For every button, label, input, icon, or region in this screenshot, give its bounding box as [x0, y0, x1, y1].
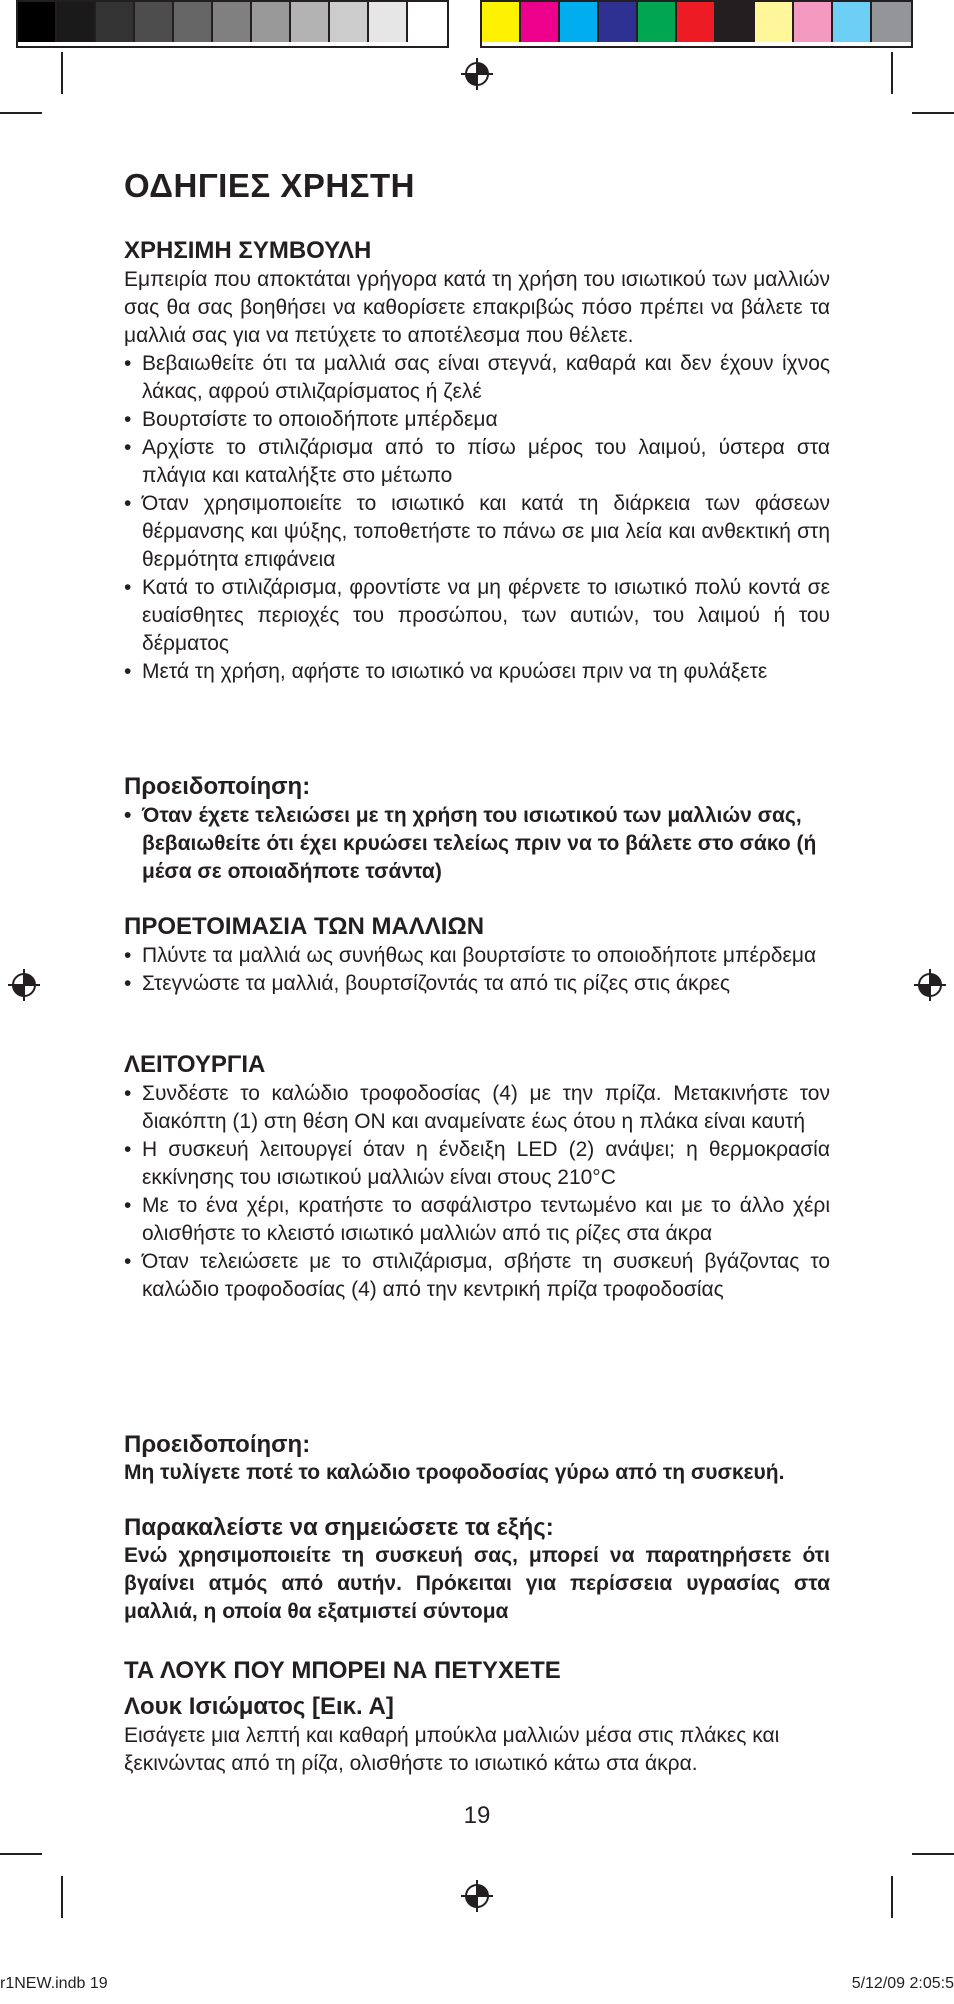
- color-swatch: [369, 2, 408, 42]
- list-item: • Με το ένα χέρι, κρατήστε το ασφάλιστρο τεντωμένο και με το άλλο χέρι ολισθήστε το κλειστό ισιωτικό μαλλιών από τις ρίζες στα άκρα: [124, 1192, 830, 1248]
- looks-text: Εισάγετε μια λεπτή και καθαρή μπούκλα μαλλιών μέσα στις πλάκες και ξεκινώντας από τη ρίζα, ολισθήστε το ισιωτικό κάτω στα άκρα.: [124, 1724, 780, 1775]
- looks-section: [124, 1656, 830, 1778]
- crop-mark-bottom-right-vertical: [891, 1876, 893, 1918]
- crop-mark-top-right-vertical: [891, 52, 893, 94]
- note-section: [124, 1514, 830, 1626]
- registration-mark-icon: [8, 969, 40, 1001]
- color-swatch: [482, 2, 521, 42]
- list-item: • Όταν χρησιμοποιείτε το ισιωτικό και κατά τη διάρκεια των φάσεων θέρμανσης και ψύξης, τοποθετήστε το πάνω σε μια λεία και ανθεκτική στη θερμότητα επιφάνεια: [124, 490, 830, 574]
- color-swatch: [677, 2, 716, 42]
- list-item: • Αρχίστε το στιλιζάρισμα από το πίσω μέρος του λαιμού, ύστερα στα πλάγια και καταλήξτε στο μέτωπο: [124, 434, 830, 490]
- warning-list: [124, 802, 830, 886]
- color-calibration-bar: [480, 0, 913, 48]
- color-swatch: [638, 2, 677, 42]
- crop-mark-top-left-horizontal: [0, 112, 42, 114]
- looks-subheading: Λουκ Ισιώματος [Εικ. Α]: [124, 1693, 394, 1720]
- slug-filename: r1NEW.indb 19: [0, 1975, 108, 1992]
- color-swatch: [599, 2, 638, 42]
- color-swatch: [872, 2, 911, 42]
- color-swatch: [96, 2, 135, 42]
- color-swatch: [252, 2, 291, 42]
- page-number: 19: [463, 1802, 491, 1829]
- crop-mark-bottom-left-vertical: [61, 1876, 63, 1918]
- color-swatch: [408, 2, 447, 42]
- list-item: • Βεβαιωθείτε ότι τα μαλλιά σας είναι στεγνά, καθαρά και δεν έχουν ίχνος λάκας, αφρού στιλιζαρίσματος ή ζελέ: [124, 350, 830, 406]
- color-swatch: [18, 2, 57, 42]
- grayscale-calibration-bar: [16, 0, 449, 48]
- list-item: • Όταν τελειώσετε με το στιλιζάρισμα, σβήστε τη συσκευή βγάζοντας το καλώδιο τροφοδοσίας (4) από την κεντρική πρίζα τροφοδοσίας: [124, 1248, 830, 1304]
- list-item: • Συνδέστε το καλώδιο τροφοδοσίας (4) με την πρίζα. Μετακινήστε τον διακόπτη (1) στη θέση ON και αναμείνατε έως ότου η πλάκα είναι καυτή: [124, 1080, 830, 1136]
- color-swatch: [716, 2, 755, 42]
- list-item: • Πλύντε τα μαλλιά ως συνήθως και βουρτσίστε το οποιοδήποτε μπέρδεμα: [124, 942, 830, 970]
- tip-section: [124, 236, 830, 686]
- crop-mark-top-left-vertical: [61, 52, 63, 94]
- note-heading: Παρακαλείστε να σημειώσετε τα εξής:: [124, 1514, 554, 1541]
- color-swatch: [833, 2, 872, 42]
- prep-heading: ΠΡΟΕΤΟΙΜΑΣΙΑ ΤΩΝ ΜΑΛΛΙΩΝ: [124, 913, 485, 940]
- slug-date: 5/12/09 2:05:5: [851, 1975, 954, 1992]
- list-item: • Στεγνώστε τα μαλλιά, βουρτσίζοντάς τα από τις ρίζες στις άκρες: [124, 970, 830, 998]
- color-swatch: [330, 2, 369, 42]
- color-swatch: [213, 2, 252, 42]
- page-title: ΟΔΗΓΙΕΣ ΧΡΗΣΤΗ: [124, 167, 415, 204]
- color-swatch: [755, 2, 794, 42]
- operation-section: [124, 1050, 830, 1304]
- list-item: • Μετά τη χρήση, αφήστε το ισιωτικό να κρυώσει πριν να τη φυλάξετε: [124, 658, 830, 686]
- color-swatch: [560, 2, 599, 42]
- color-swatch: [174, 2, 213, 42]
- list-item: • Κατά το στιλιζάρισμα, φροντίστε να μη φέρνετε το ισιωτικό πολύ κοντά σε ευαίσθητες περιοχές του προσώπου, των αυτιών, του λαιμού ή του δέρματος: [124, 574, 830, 658]
- tip-heading: ΧΡΗΣΙΜΗ ΣΥΜΒΟΥΛΗ: [124, 237, 372, 264]
- color-swatch: [794, 2, 833, 42]
- crop-mark-bottom-left-horizontal: [0, 1853, 42, 1855]
- warning-section: [124, 1430, 830, 1486]
- note-text: Ενώ χρησιμοποιείτε τη συσκευή σας, μπορεί να παρατηρήσετε ότι βγαίνει ατμός από αυτήν. Πρόκειται για περίσσεια υγρασίας στα μαλλιά, η οποία θα εξατμιστεί σύντομα: [124, 1544, 830, 1623]
- color-swatch: [135, 2, 174, 42]
- warning-section: [124, 772, 830, 886]
- crop-mark-top-right-horizontal: [912, 112, 954, 114]
- prep-list: [124, 942, 830, 998]
- warning-text: Μη τυλίγετε ποτέ το καλώδιο τροφοδοσίας γύρω από τη συσκευή.: [124, 1461, 785, 1484]
- operation-list: [124, 1080, 830, 1304]
- looks-heading: ΤΑ ΛΟΥΚ ΠΟΥ ΜΠΟΡΕΙ ΝΑ ΠΕΤΥΧΕΤΕ: [124, 1657, 561, 1684]
- list-item: • Βουρτσίστε το οποιοδήποτε μπέρδεμα: [124, 406, 830, 434]
- list-item: • Η συσκευή λειτουργεί όταν η ένδειξη LED (2) ανάψει; η θερμοκρασία εκκίνησης του ισιωτικού μαλλιών είναι στους 210°C: [124, 1136, 830, 1192]
- operation-heading: ΛΕΙΤΟΥΡΓΙΑ: [124, 1051, 266, 1078]
- prep-section: [124, 912, 830, 998]
- warning-heading: Προειδοποίηση:: [124, 773, 311, 800]
- color-swatch: [521, 2, 560, 42]
- tip-list: [124, 350, 830, 686]
- list-item: • Όταν έχετε τελειώσει με τη χρήση του ισιωτικού των μαλλιών σας, βεβαιωθείτε ότι έχει κρυώσει τελείως πριν να το βάλετε στο σάκο (ή μέσα σε οποιαδήποτε τσάντα): [124, 802, 830, 886]
- registration-mark-icon: [914, 969, 946, 1001]
- color-swatch: [291, 2, 330, 42]
- registration-mark-icon: [461, 1880, 493, 1912]
- warning-heading: Προειδοποίηση:: [124, 1431, 311, 1458]
- crop-mark-bottom-right-horizontal: [912, 1853, 954, 1855]
- tip-intro: Εμπειρία που αποκτάται γρήγορα κατά τη χρήση του ισιωτικού των μαλλιών σας θα σας βοηθήσει να καθορίσετε επακριβώς πόσο πρέπει να βάλετε τα μαλλιά σας για να πετύχετε το αποτέλεσμα που θέλετε.: [124, 268, 830, 347]
- color-swatch: [57, 2, 96, 42]
- registration-mark-icon: [461, 58, 493, 90]
